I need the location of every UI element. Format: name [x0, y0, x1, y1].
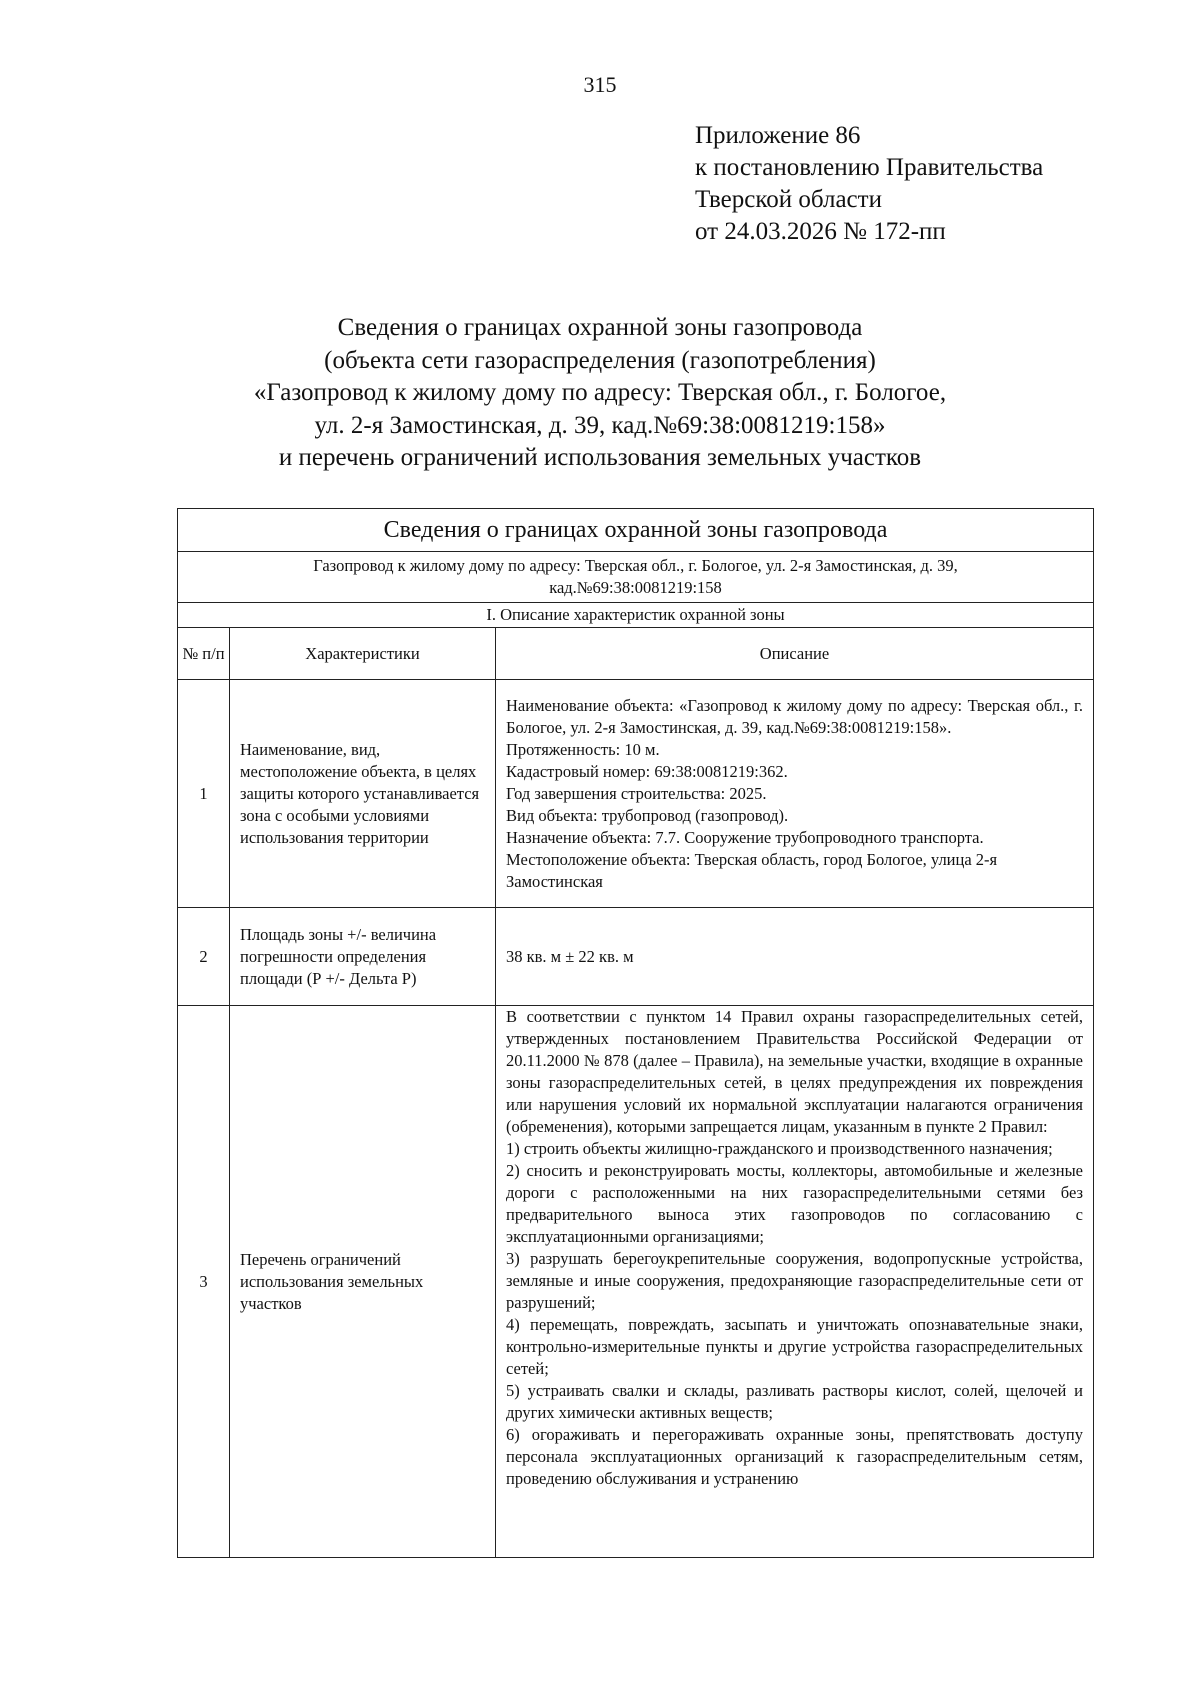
description-line: 38 кв. м ± 22 кв. м [506, 946, 634, 966]
row-number: 2 [178, 908, 230, 1006]
description-line: 1) строить объекты жилищно-гражданского и производственного назначения; [506, 1139, 1053, 1158]
title-line: Сведения о границах охранной зоны газопровода [337, 314, 863, 341]
table-row [178, 908, 1094, 1006]
description-line: 4) перемещать, повреждать, засыпать и уничтожать опознавательные знаки, контрольно-измерительные пункты и другие устройства газораспределительных сетей; [506, 1315, 1083, 1378]
appendix-line: Тверской области [695, 186, 882, 213]
column-header-description: Описание [496, 628, 1094, 680]
row-description [496, 908, 1094, 1006]
description-line: Протяженность: 10 м. [506, 739, 660, 759]
title-line: ул. 2-я Замостинская, д. 39, кад.№69:38:0081219:158» [314, 411, 886, 439]
appendix-line: Приложение 86 [695, 122, 861, 149]
column-header-characteristics: Характеристики [230, 628, 496, 680]
table-section-title: I. Описание характеристик охранной зоны [178, 603, 1094, 628]
description-line: 5) устраивать свалки и склады, разливать растворы кислот, солей, щелочей и других химически активных веществ; [506, 1381, 1083, 1422]
description-line: Вид объекта: трубопровод (газопровод). [506, 805, 789, 825]
row-characteristic: Перечень ограничений использования земельных участков [230, 1006, 496, 1558]
object-line: Газопровод к жилому дому по адресу: Тверская обл., г. Бологое, ул. 2-я Замостинская, д. 39, [313, 556, 958, 575]
description-line: Назначение объекта: 7.7. Сооружение трубопроводного транспорта. [506, 827, 984, 847]
row-number: 3 [178, 1006, 230, 1558]
row-characteristic: Наименование, вид, местоположение объекта, в целях защиты которого устанавливается зона с особыми условиями использования территории [230, 680, 496, 908]
title-line: (объекта сети газораспределения (газопотребления) [324, 346, 876, 374]
table-object-name [178, 552, 1094, 603]
object-line: кад.№69:38:0081219:158 [549, 578, 722, 597]
description-line: 3) разрушать берегоукрепительные сооружения, водопропускные устройства, земляные и иные сооружения, предохраняющие газораспределительные сети от разрушений; [506, 1249, 1083, 1312]
table-row [178, 1006, 1094, 1558]
appendix-line: к постановлению Правительства [695, 154, 1044, 181]
description-line: Наименование объекта: «Газопровод к жилому дому по адресу: Тверская обл., г. Бологое, ул. 2-я Замостинская, д. 39, кад.№69:38:0081219:158». [506, 695, 1083, 737]
table-row [178, 680, 1094, 908]
document-title [150, 312, 1050, 475]
description-line: 6) огораживать и перегораживать охранные зоны, препятствовать доступу персонала эксплуатационных организаций к газораспределительным сетям, проведению обслуживания и устранению [506, 1425, 1083, 1488]
protection-zone-table [177, 508, 1094, 1558]
description-line: Год завершения строительства: 2025. [506, 783, 767, 803]
description-line: Кадастровый номер: 69:38:0081219:362. [506, 761, 788, 781]
row-number: 1 [178, 680, 230, 908]
row-description [496, 680, 1094, 908]
row-characteristic: Площадь зоны +/- величина погрешности определения площади (Р +/- Дельта Р) [230, 908, 496, 1006]
description-line: В соответствии с пунктом 14 Правил охраны газораспределительных сетей, утвержденных постановлением Правительства Российской Федерации от 20.11.2000 № 878 (далее – Правила), на земельные участки, входящие в охранные зоны газораспределительных сетей, в целях предупреждения их повреждения или нарушения условий их нормальной эксплуатации налагаются ограничения (обременения), которыми запрещается лицам, указанным в пункте 2 Правил: [506, 1007, 1083, 1136]
title-line: и перечень ограничений использования земельных участков [278, 444, 922, 471]
title-line: «Газопровод к жилому дому по адресу: Тверская обл., г. Бологое, [253, 379, 947, 406]
appendix-block [695, 120, 1043, 248]
column-header-number: № п/п [178, 628, 230, 680]
page-number: 315 [583, 72, 617, 97]
appendix-line: от 24.03.2026 № 172-пп [695, 218, 946, 245]
table-heading: Сведения о границах охранной зоны газопровода [178, 509, 1094, 552]
description-line: Местоположение объекта: Тверская область, город Бологое, улица 2-я Замостинская [506, 849, 998, 891]
row-description [496, 1006, 1094, 1558]
description-line: 2) сносить и реконструировать мосты, коллекторы, автомобильные и железные дороги с расположенными на них газораспределительными сетями без предварительного выноса этих газопроводов по согласованию с эксплуатационными организациями; [506, 1161, 1083, 1246]
